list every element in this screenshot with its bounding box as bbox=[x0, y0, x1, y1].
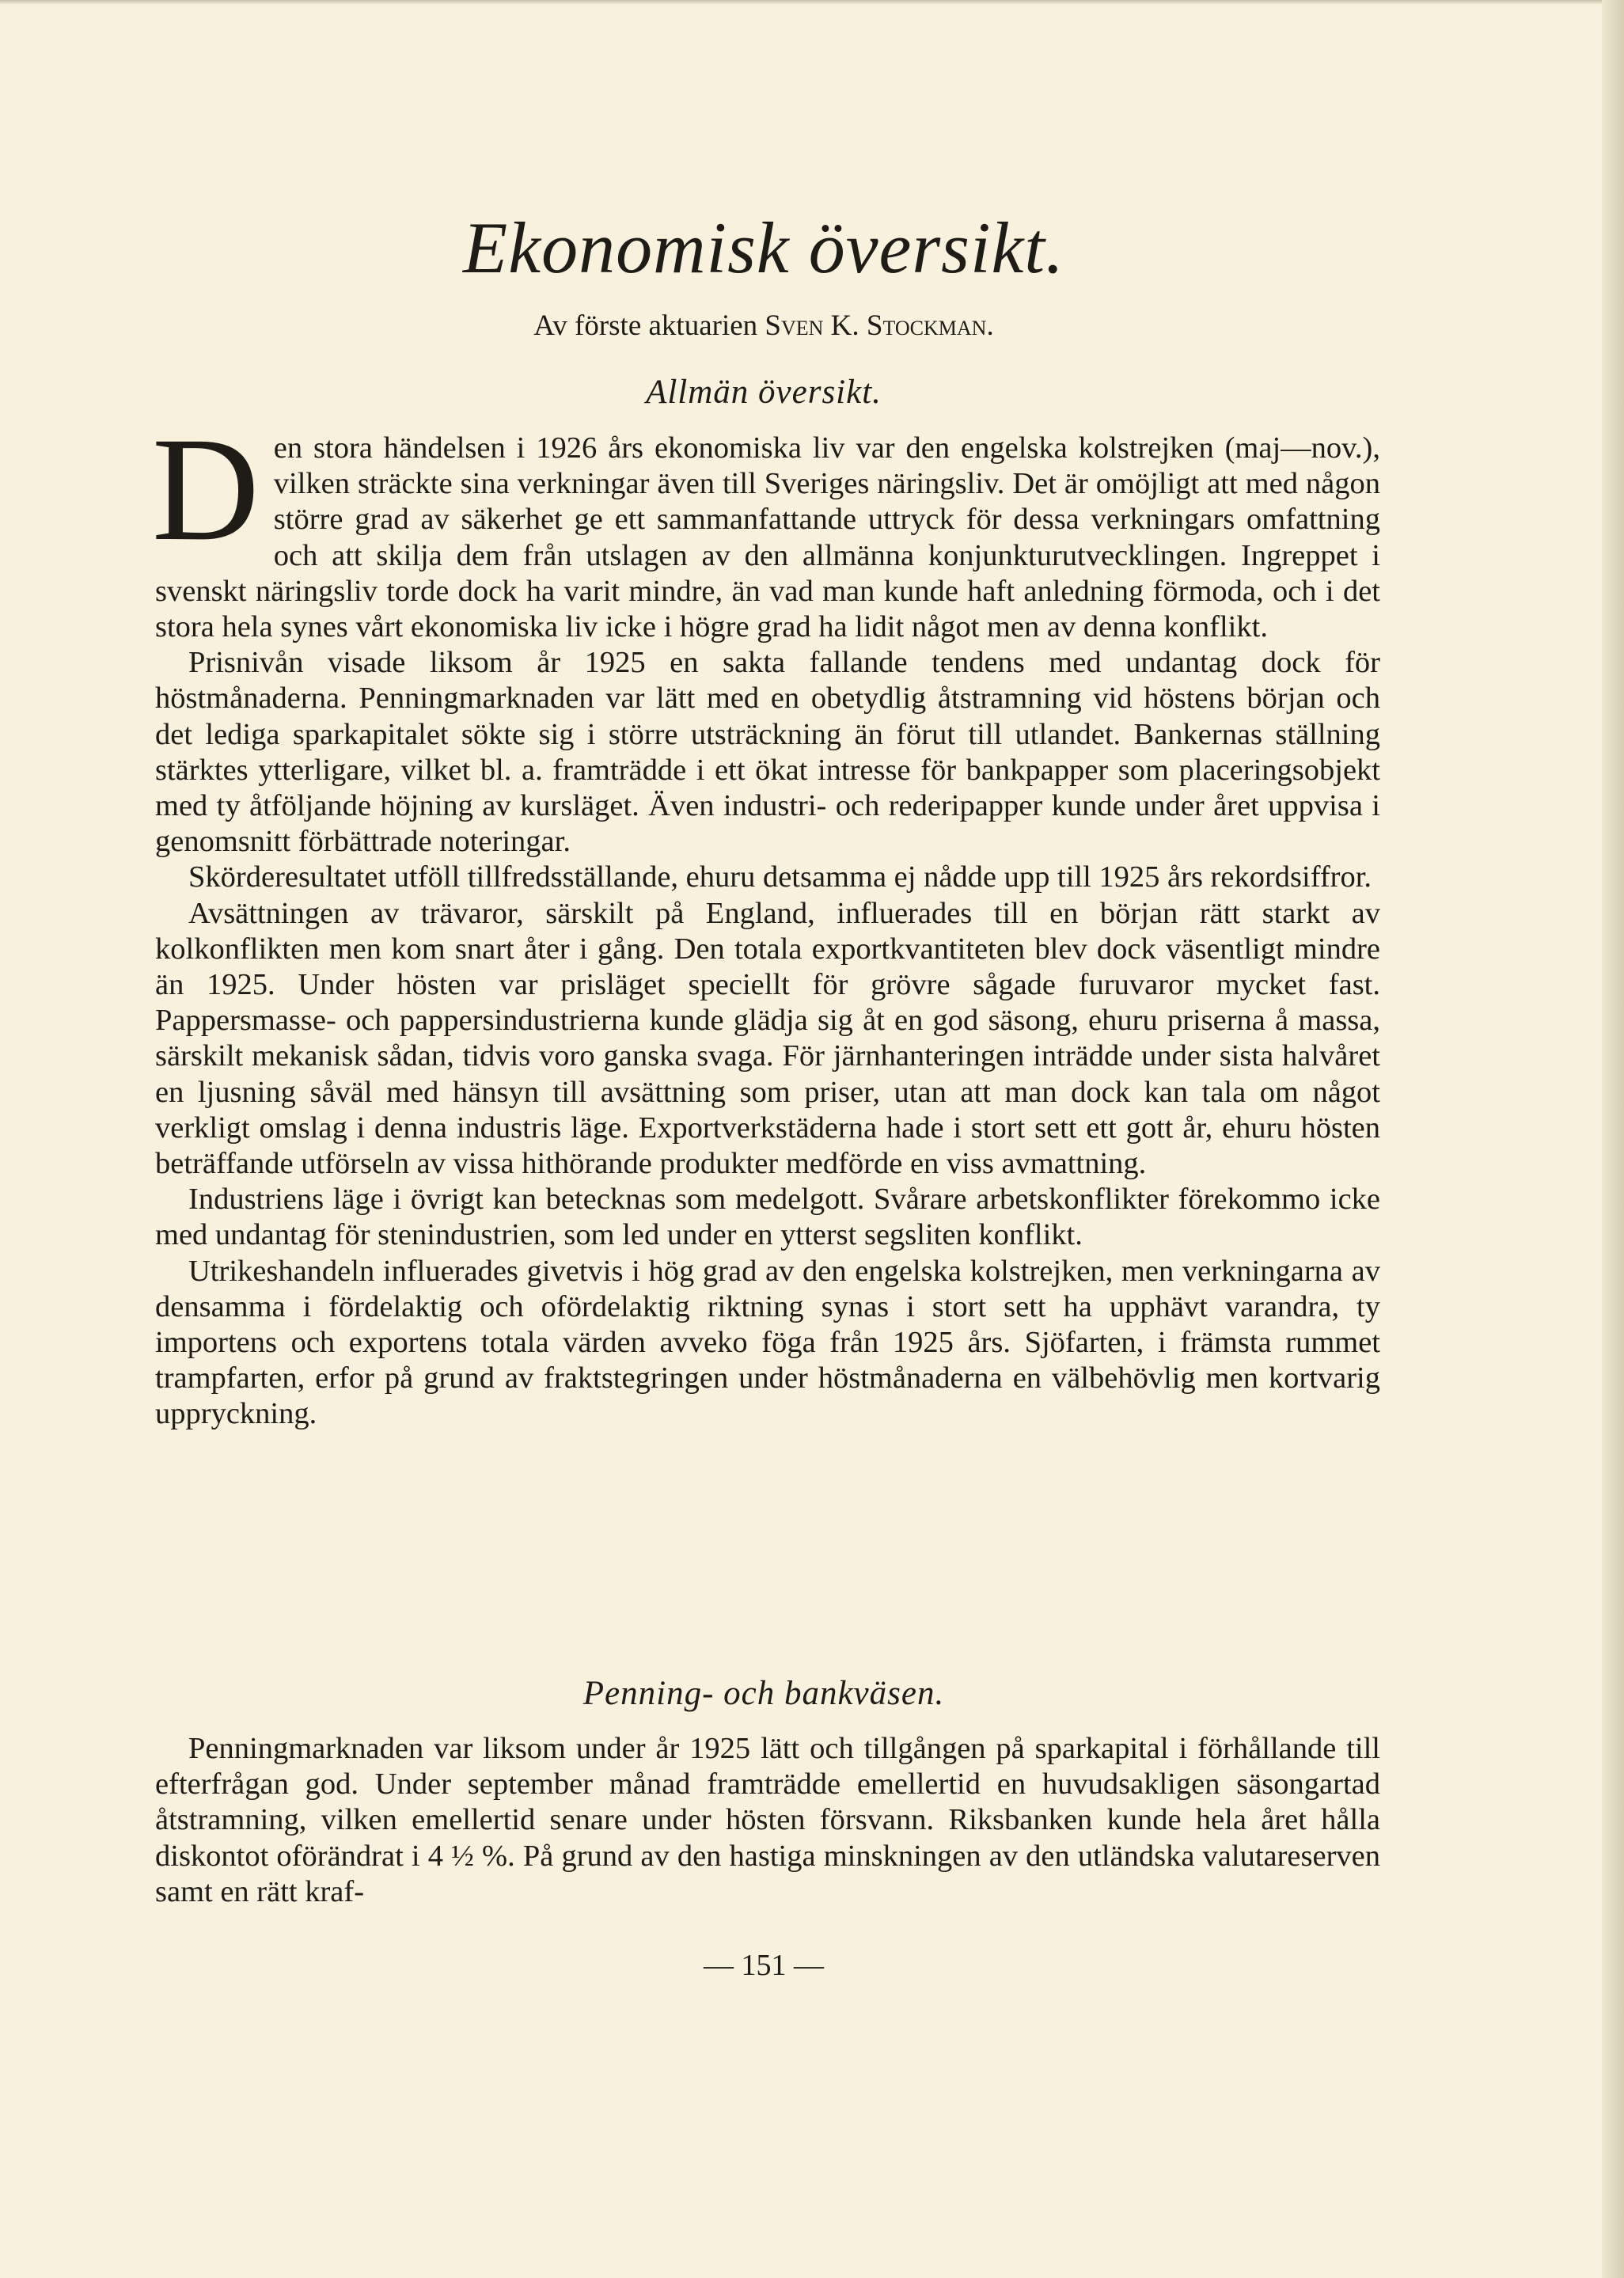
page-right-edge bbox=[1602, 0, 1624, 2278]
section-body-banking bbox=[155, 1731, 1380, 1910]
section-heading-banking: Penning- och bankväsen. bbox=[582, 1675, 945, 1712]
paragraph: Utrikeshandeln influerades givetvis i hög grad av den engelska kolstrejken, men verkningarna av densamma i fördelaktig och ofördelaktig riktning synas i stort sett ha upphävt varandra, ty importens och exportens totala värden avveko föga från 1925 års. Sjöfarten, i främsta rummet trampfarten, erfor på grund av fraktstegringen under höstmånaderna en välbehövlig men kortvarig uppryckning. bbox=[155, 1254, 1380, 1431]
drop-cap: D bbox=[152, 406, 260, 571]
paragraph: Prisnivån visade liksom år 1925 en sakta fallande tendens med undantag dock för höstmånaderna. Penningmarknaden var lätt med en obetydlig åtstramning vid höstens början och det lediga sparkapitalet sökte sig i större utsträckning än förut till utlandet. Bankernas ställning stärktes ytterligare, vilket bl. a. framträdde i ett ökat intresse för bankpapper som placeringsobjekt med ty åtföljande höjning av kursläget. Även industri- och rederipapper kunde under året uppvisa i genomsnitt förbättrade noteringar. bbox=[155, 646, 1380, 859]
paragraph bbox=[152, 406, 1380, 645]
paragraph: Skörderesultatet utföll tillfredsställande, ehuru detsamma ej nådde upp till 1925 års rekordsiffror. bbox=[188, 860, 1372, 894]
byline bbox=[158, 306, 1369, 346]
byline-prefix: Av förste aktuarien bbox=[533, 309, 758, 342]
paragraph: Industriens läge i övrigt kan betecknas som medelgott. Svårare arbetskonflikter förekommo icke med undantag för stenindustrien, som led under en ytterst segsliten konflikt. bbox=[155, 1183, 1380, 1252]
paragraph: Penningmarknaden var liksom under år 1925 lätt och tillgången på sparkapital i förhållande till efterfrågan god. Under september månad framträdde emellertid en huvudsakligen säsongartad åtstramning, vilken emellertid senare under hösten försvann. Riksbanken kunde hela året hålla diskontot oförändrat i 4 ½ %. På grund av den hastiga minskningen av den utländska valutareserven samt en rätt kraf- bbox=[155, 1732, 1380, 1908]
article-title: Ekonomisk översikt. bbox=[463, 207, 1064, 288]
page-number: — 151 — bbox=[704, 1949, 824, 1982]
section-heading-general: Allmän översikt. bbox=[646, 374, 882, 411]
section-body-general bbox=[152, 406, 1380, 1433]
paragraph-text: en stora händelsen i 1926 års ekonomiska liv var den engelska kolstrejken (maj—nov.), vilken sträckte sina verkningar även till Sveriges näringsliv. Det är omöjligt att med någon större grad av säkerhet ge ett sammanfattande uttryck för dessa verkningars omfattning och att skilja dem från utslagen av den allmänna konjunkturutvecklingen. Ingreppet i svenskt näringsliv torde dock ha varit mindre, än vad man kunde haft anledning förmoda, och i det stora hela synes vårt ekonomiska liv icke i högre grad ha lidit något men av denna konflikt. bbox=[155, 431, 1380, 644]
page-top-edge bbox=[0, 0, 1624, 5]
author-name: Sven K. Stockman. bbox=[765, 309, 994, 342]
paragraph: Avsättningen av trävaror, särskilt på England, influerades till en början rätt starkt av kolkonflikten men kom snart åter i gång. Den totala exportkvantiteten blev dock väsentligt mindre än 1925. Under hösten var prisläget speciellt för grövre sågade furuvaror mycket fast. Pappersmasse- och pappersindustrierna kunde glädja sig åt en god säsong, ehuru priserna å massa, särskilt mekanisk sådan, tidvis voro ganska svaga. För järnhanteringen inträdde under sista halvåret en ljusning såväl med hänsyn till avsättning som priser, utan att man dock kan tala om något verkligt omslag i denna industris läge. Exportverkstäderna hade i stort sett ett gott år, ehuru hösten beträffande utförseln av vissa hithörande produkter medförde en viss avmattning. bbox=[155, 896, 1380, 1181]
